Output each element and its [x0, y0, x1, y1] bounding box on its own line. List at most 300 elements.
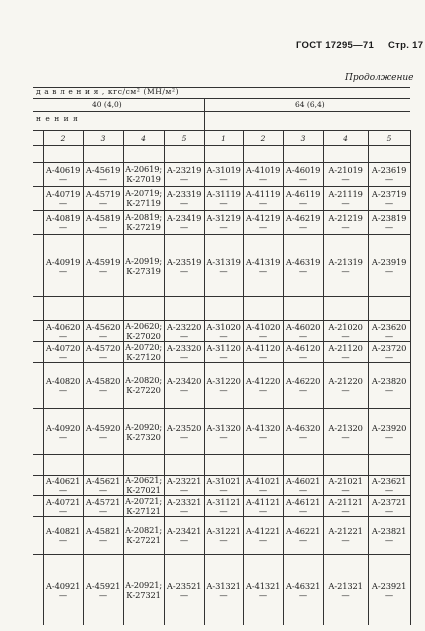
- part-code: А-23621: [371, 476, 407, 486]
- pressure-band-rule: [33, 98, 410, 99]
- part-code: А-23221: [166, 476, 202, 486]
- table-cell: [83, 408, 123, 455]
- column-number: 4: [141, 134, 146, 143]
- part-code: А-41120: [245, 342, 281, 353]
- cell-dash: —: [384, 431, 394, 442]
- table-cell: [323, 554, 368, 625]
- part-code: А-41021: [245, 476, 281, 486]
- table-cell: [368, 362, 410, 408]
- part-code-alt: К-27319: [126, 265, 161, 276]
- part-code: А-20720;: [124, 341, 163, 352]
- table-cell: [283, 554, 323, 625]
- table-cell: [283, 516, 323, 554]
- table-cell: [123, 162, 164, 186]
- part-code: А-45920: [85, 422, 121, 433]
- part-code: А-23519: [166, 256, 202, 267]
- cell-dash: —: [341, 222, 350, 232]
- cell-dash: —: [298, 330, 308, 341]
- cell-dash: —: [219, 222, 228, 232]
- table-cell: [368, 554, 410, 625]
- table-cell: [83, 495, 123, 516]
- part-code: А-23820: [371, 376, 407, 386]
- table-cell: [164, 408, 204, 455]
- table-cell: [283, 210, 323, 234]
- table-cell: [123, 234, 164, 297]
- column-divider: [410, 130, 411, 625]
- table-cell: [204, 210, 243, 234]
- table-cell: [323, 210, 368, 234]
- table-cell: [164, 516, 204, 554]
- part-code-alt: К-27020: [126, 330, 161, 341]
- table-cell: [368, 320, 410, 341]
- part-code-alt: К-27119: [126, 198, 161, 208]
- cell-dash: —: [341, 174, 350, 184]
- table-cell: [164, 162, 204, 186]
- table-cell: [83, 554, 123, 625]
- cell-dash: —: [384, 385, 394, 395]
- table-cell: [323, 186, 368, 210]
- cell-dash: —: [384, 589, 394, 600]
- part-code: А-23421: [166, 526, 202, 536]
- table-cell: [323, 362, 368, 408]
- cell-dash: —: [179, 589, 189, 600]
- part-code: А-31319: [206, 256, 241, 267]
- cell-dash: —: [341, 535, 350, 545]
- part-code: А-46319: [285, 256, 321, 267]
- continuation-label: Продолжение: [345, 73, 414, 83]
- cell-dash: —: [384, 485, 394, 495]
- part-code: А-40721: [45, 496, 81, 507]
- part-code: А-23719: [371, 189, 407, 199]
- table-cell: [283, 234, 323, 297]
- cell-dash: —: [179, 431, 189, 442]
- column-number: 5: [386, 134, 392, 143]
- table-cell: [283, 320, 323, 341]
- table-cell: [323, 408, 368, 455]
- cell-dash: —: [258, 198, 268, 208]
- part-code: А-23921: [371, 580, 407, 591]
- part-code: А-23419: [166, 213, 202, 223]
- part-code: А-40919: [45, 256, 81, 267]
- part-code: А-20820;: [124, 375, 163, 385]
- cell-dash: —: [219, 485, 228, 495]
- part-code: А-21220: [328, 376, 363, 386]
- table-cell: [204, 475, 243, 495]
- table-cell: [323, 475, 368, 495]
- cell-dash: —: [219, 431, 228, 442]
- column-number: 2: [60, 134, 66, 143]
- part-code: А-40619: [45, 165, 81, 175]
- cell-dash: —: [98, 431, 108, 442]
- part-code: А-40920: [45, 422, 81, 433]
- table-cell: [83, 186, 123, 210]
- table-cell: [164, 362, 204, 408]
- cell-dash: —: [258, 222, 268, 232]
- part-code: А-23720: [371, 342, 407, 353]
- part-code: А-45720: [85, 342, 121, 353]
- part-code: А-40620: [45, 321, 81, 332]
- cell-dash: —: [258, 505, 268, 516]
- table-cell: [83, 320, 123, 341]
- table-cell: [204, 234, 243, 297]
- cell-dash: —: [298, 505, 308, 516]
- part-code: А-46020: [285, 321, 321, 332]
- column-number: 1: [221, 134, 226, 143]
- part-code: А-45621: [85, 476, 121, 486]
- table-cell: [243, 186, 283, 210]
- pressure-values-rule: [33, 111, 410, 112]
- table-cell: [43, 186, 83, 210]
- column-numbers-top-rule: [33, 130, 410, 131]
- part-code: А-41220: [245, 376, 281, 386]
- cell-dash: —: [341, 505, 350, 516]
- part-code: А-31119: [206, 189, 241, 199]
- part-code: А-20821;: [124, 525, 163, 535]
- part-code: А-46021: [285, 476, 321, 486]
- cell-dash: —: [298, 485, 308, 495]
- table-cell: [204, 495, 243, 516]
- part-code: А-23821: [371, 526, 407, 536]
- part-code: А-31219: [206, 213, 241, 223]
- table-cell: [368, 408, 410, 455]
- cell-dash: —: [219, 265, 228, 276]
- table-cell: [243, 495, 283, 516]
- table-cell: [83, 234, 123, 297]
- table-cell: [323, 320, 368, 341]
- table-cell: [43, 341, 83, 362]
- part-code: А-46219: [285, 213, 321, 223]
- cell-dash: —: [58, 505, 68, 516]
- table-cell: [204, 162, 243, 186]
- cell-dash: —: [258, 330, 268, 341]
- table-cell: [83, 362, 123, 408]
- table-cell: [243, 234, 283, 297]
- part-code: А-41219: [245, 213, 281, 223]
- cell-dash: —: [219, 505, 228, 516]
- part-code: А-23919: [371, 256, 407, 267]
- table-cell: [204, 362, 243, 408]
- table-cell: [368, 162, 410, 186]
- cell-dash: —: [341, 485, 350, 495]
- table-cell: [204, 341, 243, 362]
- table-cell: [323, 162, 368, 186]
- table-cell: [283, 362, 323, 408]
- table-cell: [323, 495, 368, 516]
- table-cell: [204, 320, 243, 341]
- cell-dash: —: [384, 222, 394, 232]
- cell-dash: —: [58, 174, 68, 184]
- table-cell: [283, 341, 323, 362]
- table-cell: [243, 162, 283, 186]
- table-cell: [368, 186, 410, 210]
- part-code: А-40819: [45, 213, 81, 223]
- cell-dash: —: [219, 535, 228, 545]
- part-code: А-20921;: [124, 579, 163, 590]
- column-number: 3: [100, 134, 106, 143]
- table-cell: [123, 495, 164, 516]
- table-cell: [83, 210, 123, 234]
- table-cell: [368, 234, 410, 297]
- row-label-top: д а в л е н и я , кгс/см² (МН/м²): [36, 87, 180, 96]
- part-code: А-46220: [285, 376, 321, 386]
- table-cell: [283, 408, 323, 455]
- part-code: А-20620;: [124, 320, 163, 331]
- part-code: А-45819: [85, 213, 121, 223]
- table-cell: [123, 516, 164, 554]
- cell-dash: —: [179, 385, 189, 395]
- table-cell: [323, 234, 368, 297]
- cell-dash: —: [258, 174, 268, 184]
- cell-dash: —: [98, 589, 108, 600]
- column-number: 4: [343, 134, 348, 143]
- part-code: А-23319: [166, 189, 202, 199]
- part-code: А-21219: [328, 213, 363, 223]
- part-code-alt: К-27220: [126, 385, 161, 395]
- cell-dash: —: [98, 265, 108, 276]
- cell-dash: —: [179, 351, 189, 362]
- part-code: А-23321: [166, 496, 202, 507]
- part-code: А-20621;: [124, 475, 163, 485]
- cell-dash: —: [98, 351, 108, 362]
- part-code: А-46221: [285, 526, 321, 536]
- table-cell: [43, 495, 83, 516]
- row-label-mid: н е н и я: [36, 114, 79, 123]
- cell-dash: —: [179, 174, 189, 184]
- table-cell: [243, 320, 283, 341]
- cell-dash: —: [298, 174, 308, 184]
- cell-dash: —: [341, 385, 350, 395]
- cell-dash: —: [98, 330, 108, 341]
- table-cell: [123, 341, 164, 362]
- part-code: А-20819;: [124, 212, 163, 222]
- cell-dash: —: [58, 589, 68, 600]
- cell-dash: —: [219, 198, 228, 208]
- group-top-rule: [33, 454, 410, 455]
- cell-dash: —: [58, 222, 68, 232]
- part-code-alt: К-27120: [126, 351, 161, 362]
- cell-dash: —: [98, 535, 108, 545]
- part-code: А-21121: [328, 496, 363, 507]
- cell-dash: —: [58, 431, 68, 442]
- cell-dash: —: [298, 431, 308, 442]
- table-cell: [83, 162, 123, 186]
- cell-dash: —: [98, 174, 108, 184]
- cell-dash: —: [384, 174, 394, 184]
- part-code: А-40821: [45, 526, 81, 536]
- table-cell: [164, 320, 204, 341]
- part-code: А-45921: [85, 580, 121, 591]
- cell-dash: —: [219, 385, 228, 395]
- cell-dash: —: [179, 485, 189, 495]
- part-code: А-40719: [45, 189, 81, 199]
- table-cell: [243, 554, 283, 625]
- cell-dash: —: [258, 385, 268, 395]
- cell-dash: —: [341, 351, 350, 362]
- table-cell: [43, 162, 83, 186]
- part-code: А-41020: [245, 321, 281, 332]
- part-code: А-31220: [206, 376, 241, 386]
- column-number: 5: [181, 134, 187, 143]
- cell-dash: —: [98, 385, 108, 395]
- part-code: А-46320: [285, 422, 321, 433]
- cell-dash: —: [384, 351, 394, 362]
- table-cell: [323, 516, 368, 554]
- part-code-alt: К-27019: [126, 174, 161, 184]
- table-cell: [243, 516, 283, 554]
- table-cell: [83, 341, 123, 362]
- table-cell: [243, 210, 283, 234]
- part-code: А-21320: [328, 422, 363, 433]
- part-code: А-31120: [206, 342, 241, 353]
- pressure-divider: [204, 98, 205, 130]
- part-code: А-23320: [166, 342, 202, 353]
- part-code: А-46019: [285, 165, 321, 175]
- cell-dash: —: [384, 535, 394, 545]
- part-code: А-21019: [328, 165, 363, 175]
- cell-dash: —: [179, 265, 189, 276]
- cell-dash: —: [179, 535, 189, 545]
- part-code-alt: К-27021: [126, 485, 161, 495]
- table-cell: [123, 320, 164, 341]
- table-cell: [123, 554, 164, 625]
- document-header: [296, 40, 423, 51]
- cell-dash: —: [58, 535, 68, 545]
- table-cell: [283, 186, 323, 210]
- cell-dash: —: [58, 485, 68, 495]
- part-code: А-23819: [371, 213, 407, 223]
- table-cell: [164, 210, 204, 234]
- cell-dash: —: [258, 431, 268, 442]
- table-cell: [123, 362, 164, 408]
- cell-dash: —: [58, 351, 68, 362]
- cell-dash: —: [384, 330, 394, 341]
- part-code: А-40921: [45, 580, 81, 591]
- part-code: А-23721: [371, 496, 407, 507]
- cell-dash: —: [58, 385, 68, 395]
- part-code: А-23520: [166, 422, 202, 433]
- part-code: А-40720: [45, 342, 81, 353]
- cell-dash: —: [258, 589, 268, 600]
- table-cell: [83, 475, 123, 495]
- cell-dash: —: [219, 589, 228, 600]
- cell-dash: —: [98, 485, 108, 495]
- table-cell: [243, 362, 283, 408]
- table-cell: [123, 475, 164, 495]
- table-cell: [43, 408, 83, 455]
- cell-dash: —: [219, 174, 228, 184]
- part-code: А-41221: [245, 526, 281, 536]
- cell-dash: —: [219, 351, 228, 362]
- cell-dash: —: [384, 198, 394, 208]
- pressure-left: 40 (4,0): [92, 100, 122, 109]
- table-cell: [323, 341, 368, 362]
- part-code: А-45820: [85, 376, 121, 386]
- cell-dash: —: [341, 589, 350, 600]
- part-code: А-20619;: [124, 164, 163, 174]
- table-cell: [368, 495, 410, 516]
- cell-dash: —: [298, 535, 308, 545]
- cell-dash: —: [58, 330, 68, 341]
- table-cell: [123, 408, 164, 455]
- page-number: Стр. 17: [388, 40, 424, 51]
- part-code: А-20719;: [124, 188, 163, 198]
- table-cell: [164, 495, 204, 516]
- table-cell: [368, 210, 410, 234]
- part-code: А-45721: [85, 496, 121, 507]
- column-number: 2: [260, 134, 266, 143]
- part-code: А-46121: [285, 496, 321, 507]
- part-code: А-40621: [45, 476, 81, 486]
- column-numbers-bottom-rule: [33, 145, 410, 146]
- table-cell: [164, 234, 204, 297]
- cell-dash: —: [179, 330, 189, 341]
- part-code-alt: К-27219: [126, 222, 161, 232]
- part-code: А-23521: [166, 580, 202, 591]
- part-code: А-41119: [245, 189, 281, 199]
- cell-dash: —: [258, 535, 268, 545]
- cell-dash: —: [384, 505, 394, 516]
- part-code: А-31321: [206, 580, 241, 591]
- cell-dash: —: [58, 198, 68, 208]
- part-code: А-31221: [206, 526, 241, 536]
- table-cell: [164, 186, 204, 210]
- table-cell: [43, 554, 83, 625]
- table-cell: [204, 516, 243, 554]
- cell-dash: —: [298, 222, 308, 232]
- group-top-rule: [33, 296, 410, 297]
- table-cell: [243, 475, 283, 495]
- part-code-alt: К-27320: [126, 431, 161, 442]
- cell-dash: —: [219, 330, 228, 341]
- pressure-right: 64 (6,4): [295, 100, 325, 109]
- part-code: А-31019: [206, 165, 241, 175]
- part-code: А-23620: [371, 321, 407, 332]
- cell-dash: —: [341, 198, 350, 208]
- part-code: А-21120: [328, 342, 363, 353]
- table-cell: [204, 408, 243, 455]
- part-code: А-21020: [328, 321, 363, 332]
- table-cell: [43, 234, 83, 297]
- part-code: А-46120: [285, 342, 321, 353]
- table-cell: [83, 516, 123, 554]
- part-code: А-20920;: [124, 421, 163, 432]
- part-code: А-21319: [328, 256, 363, 267]
- table-cell: [204, 554, 243, 625]
- cell-dash: —: [298, 198, 308, 208]
- cell-dash: —: [298, 265, 308, 276]
- part-code: А-41320: [245, 422, 281, 433]
- cell-dash: —: [179, 198, 189, 208]
- cell-dash: —: [341, 265, 350, 276]
- cell-dash: —: [179, 222, 189, 232]
- part-code: А-23619: [371, 165, 407, 175]
- part-code: А-40820: [45, 376, 81, 386]
- part-code: А-31121: [206, 496, 241, 507]
- part-code-alt: К-27221: [126, 535, 161, 545]
- gost-number: ГОСТ 17295—71: [296, 40, 375, 51]
- table-cell: [243, 408, 283, 455]
- table-cell: [123, 210, 164, 234]
- table-cell: [43, 475, 83, 495]
- part-code: А-23220: [166, 321, 202, 332]
- part-code: А-23219: [166, 165, 202, 175]
- part-code: А-45619: [85, 165, 121, 175]
- part-code: А-31020: [206, 321, 241, 332]
- table-cell: [123, 186, 164, 210]
- cell-dash: —: [341, 431, 350, 442]
- table-cell: [243, 341, 283, 362]
- part-code: А-21021: [328, 476, 363, 486]
